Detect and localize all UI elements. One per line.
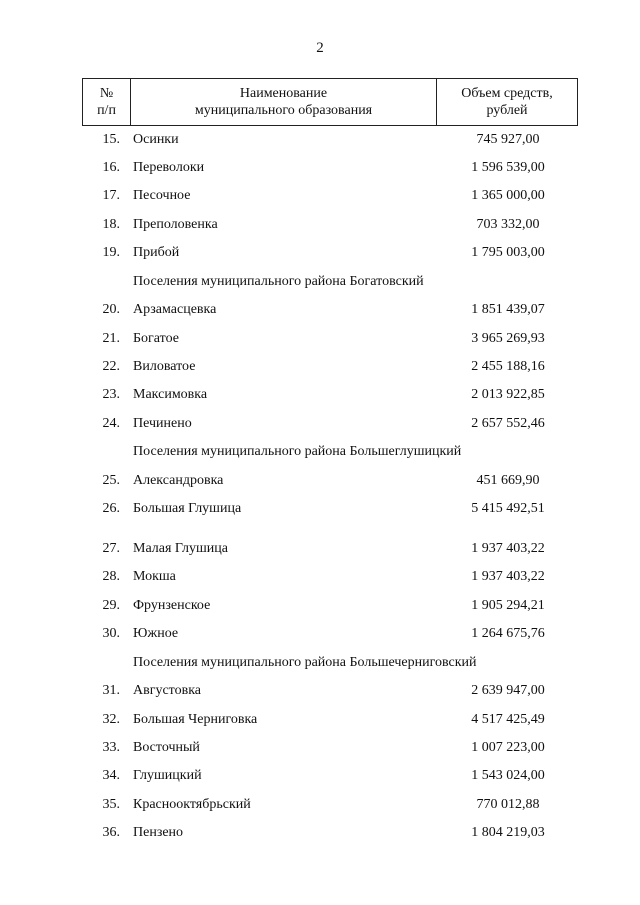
row-number: 25.: [102, 473, 120, 488]
section-heading: Поселения муниципального района Богатовский: [133, 274, 424, 289]
table-row: [0, 737, 640, 759]
row-number: 34.: [102, 768, 120, 783]
section-heading: Поселения муниципального района Большеглушицкий: [133, 444, 462, 459]
row-number: 27.: [102, 541, 120, 556]
header-name-line-2: муниципального образования: [194, 103, 373, 118]
settlement-name: Прибой: [133, 245, 180, 260]
funds-amount: 5 415 492,51: [471, 501, 545, 516]
row-number: 15.: [102, 132, 120, 147]
settlement-name: Песочное: [133, 188, 191, 203]
row-number: 29.: [102, 598, 120, 613]
funds-amount: 1 851 439,07: [471, 302, 545, 317]
row-number: 31.: [102, 683, 120, 698]
settlement-name: Большая Глушица: [133, 501, 242, 516]
table-row: [0, 185, 640, 207]
funds-amount: 1 264 675,76: [471, 626, 545, 641]
table-row: [0, 299, 640, 321]
row-number: 33.: [102, 740, 120, 755]
table-row: [0, 413, 640, 435]
settlement-name: Глушицкий: [133, 768, 202, 783]
header-amount-line-2: рублей: [486, 103, 528, 118]
row-number: 23.: [102, 387, 120, 402]
row-number: 26.: [102, 501, 120, 516]
row-number: 30.: [102, 626, 120, 641]
table-row: [0, 129, 640, 151]
settlement-name: Большая Черниговка: [133, 712, 258, 727]
settlement-name: Малая Глушица: [133, 541, 228, 556]
table-row: [0, 214, 640, 236]
page-number: 2: [316, 40, 324, 56]
settlement-name: Преполовенка: [133, 217, 218, 232]
section-heading: Поселения муниципального района Большечерниговский: [133, 655, 477, 670]
row-number: 19.: [102, 245, 120, 260]
row-number: 17.: [102, 188, 120, 203]
table-row: [0, 566, 640, 588]
settlement-name: Мокша: [133, 569, 176, 584]
settlement-name: Максимовка: [133, 387, 208, 402]
row-number: 24.: [102, 416, 120, 431]
row-number: 16.: [102, 160, 120, 175]
funds-amount: 2 657 552,46: [471, 416, 545, 431]
header-amount-line-1: Объем средств,: [461, 86, 553, 101]
settlement-name: Августовка: [133, 683, 202, 698]
table-row: [0, 680, 640, 702]
table-row: [0, 242, 640, 264]
funds-amount: 3 965 269,93: [471, 331, 545, 346]
row-number: 21.: [102, 331, 120, 346]
funds-amount: 1 365 000,00: [471, 188, 545, 203]
table-row: [0, 709, 640, 731]
settlement-name: Богатое: [133, 331, 179, 346]
table-row: [0, 765, 640, 787]
funds-amount: 1 596 539,00: [471, 160, 545, 175]
funds-amount: 1 543 024,00: [471, 768, 545, 783]
row-number: 28.: [102, 569, 120, 584]
settlement-name: Александровка: [133, 473, 224, 488]
settlement-name: Краснооктябрьский: [133, 797, 251, 812]
table-row: [0, 384, 640, 406]
settlement-name: Виловатое: [133, 359, 196, 374]
settlement-name: Арзамасцевка: [133, 302, 217, 317]
table-row: [0, 470, 640, 492]
funds-amount: 2 639 947,00: [471, 683, 545, 698]
table-row: [0, 538, 640, 560]
table-row: [0, 822, 640, 844]
table-row: [0, 356, 640, 378]
funds-amount: 1 905 294,21: [471, 598, 545, 613]
row-number: 20.: [102, 302, 120, 317]
settlement-name: Южное: [133, 626, 179, 641]
settlement-name: Переволоки: [133, 160, 205, 175]
table-row: [0, 794, 640, 816]
funds-amount: 1 795 003,00: [471, 245, 545, 260]
settlement-name: Восточный: [133, 740, 200, 755]
settlement-name: Пензено: [133, 825, 184, 840]
row-number: 36.: [102, 825, 120, 840]
table-row: [0, 157, 640, 179]
funds-amount: 2 013 922,85: [471, 387, 545, 402]
row-number: 22.: [102, 359, 120, 374]
header-number-line-2: п/п: [97, 103, 116, 118]
settlement-name: Фрунзенское: [133, 598, 211, 613]
header-number-line-1: №: [99, 86, 114, 101]
header-name-line-1: Наименование: [239, 86, 328, 101]
funds-amount: 1 937 403,22: [471, 541, 545, 556]
funds-amount: 745 927,00: [476, 132, 540, 147]
row-number: 32.: [102, 712, 120, 727]
settlement-name: Осинки: [133, 132, 179, 147]
funds-amount: 451 669,90: [476, 473, 540, 488]
table-row: [0, 498, 640, 520]
table-row: [0, 595, 640, 617]
funds-amount: 4 517 425,49: [471, 712, 545, 727]
funds-amount: 1 937 403,22: [471, 569, 545, 584]
row-number: 18.: [102, 217, 120, 232]
table-row: [0, 328, 640, 350]
row-number: 35.: [102, 797, 120, 812]
table-row: [0, 623, 640, 645]
funds-amount: 1 007 223,00: [471, 740, 545, 755]
funds-amount: 770 012,88: [476, 797, 540, 812]
funds-amount: 2 455 188,16: [471, 359, 545, 374]
funds-amount: 1 804 219,03: [471, 825, 545, 840]
settlement-name: Печинено: [133, 416, 192, 431]
funds-amount: 703 332,00: [476, 217, 540, 232]
